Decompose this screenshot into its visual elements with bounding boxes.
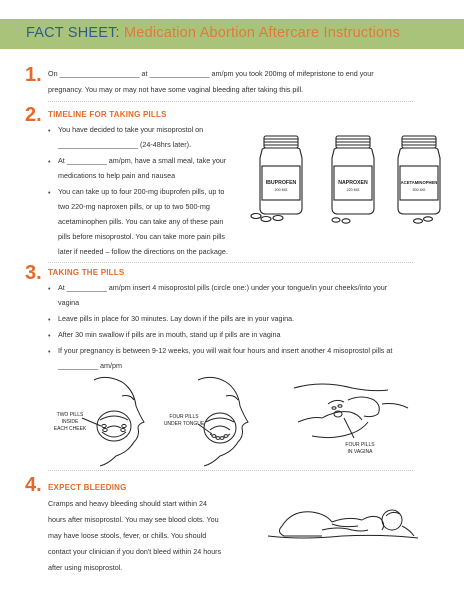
bullet: • xyxy=(48,188,51,197)
section2-bullet3-cont1: two 220-mg naproxen pills, or up to two 500-mg xyxy=(58,202,210,211)
section2-bullet2-cont: medications to help pain and nausea xyxy=(58,171,176,180)
section2-bullet3-cont4: later if needed – follow the directions on the package. xyxy=(58,247,228,256)
section2-number: 2. xyxy=(25,104,42,126)
divider xyxy=(48,470,413,471)
section2-bullet3-cont3: pills before misoprostol. You can take more pain pills xyxy=(58,232,225,241)
pill-bottles-illustration xyxy=(250,128,450,224)
caption-tongue-line2: UNDER TONGUE xyxy=(163,421,205,427)
pills-in-cheek-illustration xyxy=(53,376,160,468)
pills-in-vagina-illustration xyxy=(292,378,412,468)
person-lying-curled-illustration xyxy=(262,496,422,546)
section1-line2: pregnancy. You may or may not have some vaginal bleeding after taking this pill. xyxy=(48,85,304,94)
pills-under-tongue-illustration xyxy=(163,376,268,468)
section1-number: 1. xyxy=(25,64,42,86)
section4-line3: may have loose stools, fever, or chills. You should xyxy=(48,531,207,540)
caption-tongue-line1: FOUR PILLS xyxy=(169,414,199,420)
section4-number: 4. xyxy=(25,474,42,496)
section4-title: EXPECT BLEEDING xyxy=(48,483,127,492)
bullet: • xyxy=(48,284,51,293)
caption-vagina-line2: IN VAGINA xyxy=(347,449,373,455)
bullet: • xyxy=(48,347,51,356)
section2-bullet3: You can take up to four 200-mg ibuprofen pills, up to xyxy=(58,187,225,196)
section3-bullet1: At __________ am/pm insert 4 misoprostol pills (circle one:) under your tongue/in your cheeks/into your xyxy=(58,283,388,292)
divider xyxy=(48,262,413,263)
bottle-label-acetaminophen: ACETAMINOPHEN xyxy=(400,180,438,185)
divider xyxy=(48,101,413,102)
section4-line4: contact your clinician if you don't bleed within 24 hours xyxy=(48,547,222,556)
caption-cheek-line2: INSIDE xyxy=(61,419,79,425)
bullet: • xyxy=(48,331,51,340)
page-title xyxy=(26,25,400,41)
section2-title: TIMELINE FOR TAKING PILLS xyxy=(48,110,167,119)
bottle-label-ibuprofen: IBUPROFEN xyxy=(265,180,297,186)
section2-bullet3-cont2: acetaminophen pills. You can take any of these pain xyxy=(58,217,224,226)
bottle-dose-acetaminophen: 500 MG xyxy=(412,188,426,192)
bullet: • xyxy=(48,126,51,135)
section2-bullet1-cont: ____________________ (24-48hrs later). xyxy=(58,140,192,149)
section2-bullet2: At __________ am/pm, have a small meal, take your xyxy=(58,156,227,165)
section3-number: 3. xyxy=(25,262,42,284)
section1-line1: On ____________________ at _______________ am/pm you took 200mg of mifepristone to end your xyxy=(48,69,374,78)
header-banner xyxy=(0,19,464,49)
section4-line2: hours after misoprostol. You may see blood clots. You xyxy=(48,515,219,524)
section4-line1: Cramps and heavy bleeding should start within 24 xyxy=(48,499,208,508)
bullet: • xyxy=(48,315,51,324)
bottle-label-naproxen: NAPROXEN xyxy=(338,180,368,186)
title-main: Medication Abortion Aftercare Instructions xyxy=(124,25,401,41)
section3-bullet4: If your pregnancy is between 9-12 weeks, you will wait four hours and insert another 4 misoprostol pills at xyxy=(58,346,393,355)
caption-cheek-line3: EACH CHEEK xyxy=(53,426,87,432)
section3-bullet4-cont: __________ am/pm xyxy=(58,361,122,370)
bottle-dose-naproxen: 220 MG xyxy=(346,188,360,192)
caption-cheek-line1: TWO PILLS xyxy=(56,412,84,418)
section2-bullet1: You have decided to take your misoprostol on xyxy=(58,125,204,134)
bottle-dose-ibuprofen: 200 MG xyxy=(274,188,288,192)
caption-vagina-line1: FOUR PILLS xyxy=(345,442,375,448)
title-prefix: FACT SHEET: xyxy=(26,25,120,41)
section3-bullet1-cont: vagina xyxy=(58,298,80,307)
section3-title: TAKING THE PILLS xyxy=(48,268,125,277)
section3-bullet3: After 30 min swallow if pills are in mouth, stand up if pills are in vagina xyxy=(58,330,281,339)
bullet: • xyxy=(48,157,51,166)
section3-bullet2: Leave pills in place for 30 minutes. Lay down if the pills are in your vagina. xyxy=(58,314,295,323)
section4-line5: after using misoprostol. xyxy=(48,563,123,572)
